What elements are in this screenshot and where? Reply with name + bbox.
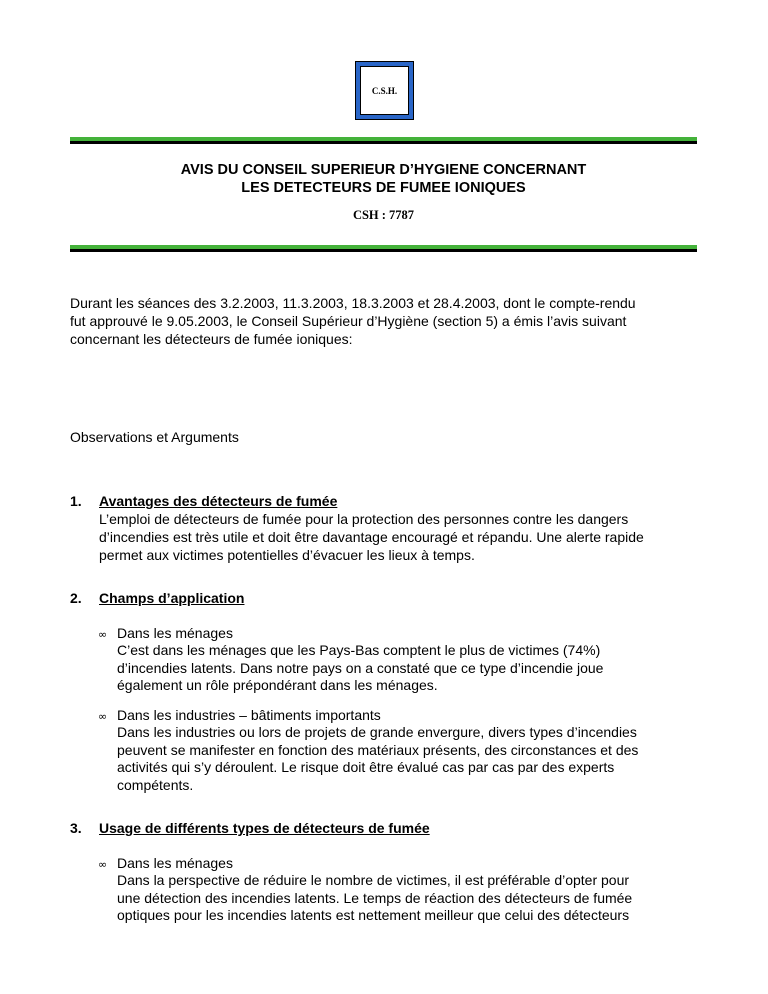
section-1-line: d’incendies est très utile et doit être davantage encouragé et répandu. Une alerte rapide: [99, 529, 644, 545]
section-3-number: 3.: [70, 820, 82, 836]
section-1-line: L’emploi de détecteurs de fumée pour la protection des personnes contre les dangers: [99, 511, 629, 527]
bullet-line: optiques pour les incendies latents est nettement meilleur que celui des détecteurs: [117, 907, 630, 923]
csh-logo-text: C.S.H.: [360, 66, 409, 115]
bullet-title: Dans les industries – bâtiments importants: [117, 707, 381, 723]
intro-line-2: fut approuvé le 9.05.2003, le Conseil Supérieur d’Hygiène (section 5) a émis l’avis suivant: [70, 313, 627, 329]
bullet-title: Dans les ménages: [117, 855, 233, 871]
bullet-line: peuvent se manifester en fonction des matériaux présents, des circonstances et des: [117, 742, 639, 758]
infinity-bullet-icon: ∞: [98, 710, 108, 723]
section-1-line: permet aux victimes potentielles d’évacuer les lieux à temps.: [99, 547, 475, 563]
bullet-line: C’est dans les ménages que les Pays-Bas comptent le plus de victimes (74%): [117, 642, 601, 658]
bullet-line: une détection des incendies latents. Le temps de réaction des détecteurs de fumée: [117, 890, 633, 906]
top-divider: [70, 137, 697, 144]
intro-line-3: concernant les détecteurs de fumée ioniques:: [70, 331, 353, 347]
bottom-divider: [70, 245, 697, 252]
section-2-number: 2.: [70, 590, 82, 606]
bullet-line: d’incendies latents. Dans notre pays on a constaté que ce type d’incendie joue: [117, 660, 604, 676]
title-line-1: AVIS DU CONSEIL SUPERIEUR D’HYGIENE CONCERNANT: [180, 162, 587, 178]
bullet-line: activités qui s’y déroulent. Le risque doit être évalué cas par cas par des experts: [117, 759, 615, 775]
title-line-2: LES DETECTEURS DE FUMEE IONIQUES: [241, 180, 526, 196]
infinity-bullet-icon: ∞: [98, 628, 108, 641]
section-1-heading: Avantages des détecteurs de fumée: [99, 493, 338, 509]
bullet-line: également un rôle prépondérant dans les ménages.: [117, 677, 438, 693]
document-title: [70, 161, 697, 197]
bullet-line: compétents.: [117, 777, 194, 793]
csh-logo: [355, 61, 414, 120]
bullet-title: Dans les ménages: [117, 625, 233, 641]
section-1-number: 1.: [70, 493, 82, 509]
infinity-bullet-icon: ∞: [98, 858, 108, 871]
observations-heading: Observations et Arguments: [70, 429, 239, 445]
bullet-line: Dans la perspective de réduire le nombre de victimes, il est préférable d’opter pour: [117, 872, 630, 888]
section-3-heading: Usage de différents types de détecteurs de fumée: [99, 820, 430, 836]
bullet-line: Dans les industries ou lors de projets de grande envergure, divers types d’incendies: [117, 724, 637, 740]
intro-line-1: Durant les séances des 3.2.2003, 11.3.2003, 18.3.2003 et 28.4.2003, dont le compte-rendu: [70, 295, 636, 311]
section-2-heading: Champs d’application: [99, 590, 245, 606]
reference-number: CSH : 7787: [352, 208, 415, 222]
